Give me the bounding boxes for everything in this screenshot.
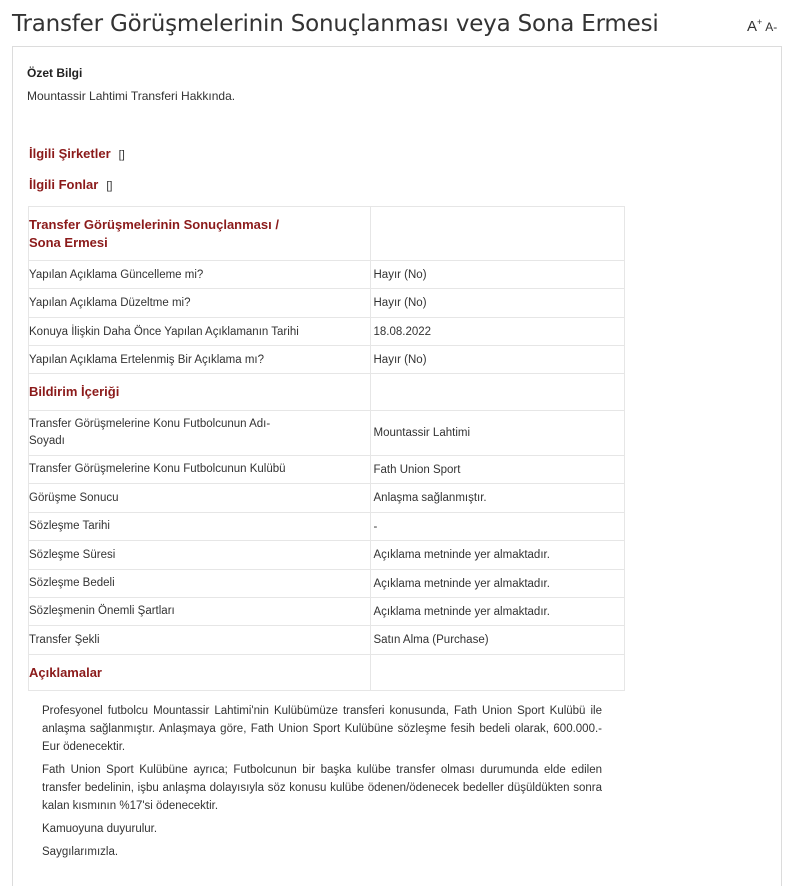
content-title: Bildirim İçeriği [29, 384, 120, 399]
section-header-row [29, 207, 625, 261]
related-companies-label: İlgili Şirketler [29, 146, 111, 161]
table-row [29, 289, 625, 318]
row-value: Mountassir Lahtimi [370, 411, 625, 456]
notes-title: Açıklamalar [29, 664, 102, 680]
table-row [29, 484, 625, 513]
notes-paragraph: Fath Union Sport Kulübüne ayrıca; Futbolcunun bir başka kulübe transfer olması durumunda elde edilen transfer bedelinin, işbu anlaşma dolayısıyla söz konusu kulübe ödenen/ödenecek bedeller düşüldükten sonra kalan kısmının %17'si ödenecektir. [42, 764, 602, 812]
content-header-row [29, 374, 625, 411]
row-value: - [370, 513, 625, 541]
notes-paragraph: Saygılarımızla. [42, 846, 119, 858]
table-row [29, 318, 625, 346]
row-label: Sözleşme Süresi [29, 541, 371, 570]
summary-text: Mountassir Lahtimi Transferi Hakkında. [27, 89, 236, 103]
table-row [29, 626, 625, 655]
row-label: Konuya İlişkin Daha Önce Yapılan Açıklamanın Tarihi [29, 318, 371, 346]
notes-paragraph: Kamuoyuna duyurulur. [42, 823, 158, 835]
table-row [29, 456, 625, 484]
row-label: Transfer Şekli [29, 626, 371, 655]
row-value: Açıklama metninde yer almaktadır. [370, 598, 625, 626]
row-value: Hayır (No) [370, 346, 625, 374]
row-value: Hayır (No) [370, 261, 625, 289]
notes-header-row [29, 655, 625, 691]
row-value: Satın Alma (Purchase) [370, 626, 625, 655]
related-funds-label: İlgili Fonlar [29, 177, 99, 192]
row-label: Yapılan Açıklama Düzeltme mi? [29, 289, 371, 318]
notes-text [42, 702, 602, 866]
row-label: Görüşme Sonucu [29, 484, 371, 513]
summary-title: Özet Bilgi [27, 66, 83, 80]
table-row [29, 570, 625, 598]
table-row [29, 541, 625, 570]
page-title: Transfer Görüşmelerinin Sonuçlanması veya Sona Ermesi [12, 11, 659, 37]
row-label: Yapılan Açıklama Ertelenmiş Bir Açıklama mı? [29, 346, 371, 374]
related-companies-value: [] [118, 149, 125, 161]
table-row [29, 411, 625, 456]
table-row [29, 513, 625, 541]
font-decrease-button[interactable]: A- [765, 20, 778, 34]
row-label: Sözleşme Tarihi [29, 513, 371, 541]
related-companies [29, 146, 125, 161]
row-label: Yapılan Açıklama Güncelleme mi? [29, 261, 371, 289]
row-value: Açıklama metninde yer almaktadır. [370, 570, 625, 598]
row-label: Sözleşme Bedeli [29, 570, 371, 598]
disclosure-table [28, 206, 625, 691]
table-row [29, 346, 625, 374]
row-value: Hayır (No) [370, 289, 625, 318]
section-title: Transfer Görüşmelerinin Sonuçlanması / Sona Ermesi [29, 216, 279, 250]
table-row [29, 261, 625, 289]
row-label: Sözleşmenin Önemli Şartları [29, 598, 371, 626]
font-increase-label: A [747, 18, 758, 35]
row-value: Anlaşma sağlanmıştır. [370, 484, 625, 513]
related-funds-value: [] [106, 180, 113, 192]
font-increase-sign: + [757, 17, 763, 27]
row-value: 18.08.2022 [370, 318, 625, 346]
font-increase-button[interactable] [747, 18, 762, 35]
row-value: Fath Union Sport [370, 456, 625, 484]
notes-paragraph: Profesyonel futbolcu Mountassir Lahtimi'nin Kulübümüze transferi konusunda, Fath Union Sport Kulübü ile anlaşma sağlanmıştır. Anlaşmaya göre, Fath Union Sport Kulübüne sözleşme fesih bedeli olarak, 600.000.-Eur ödenecektir. [42, 705, 602, 753]
row-value: Açıklama metninde yer almaktadır. [370, 541, 625, 570]
row-label: Transfer Görüşmelerine Konu Futbolcunun Kulübü [29, 456, 371, 484]
font-size-controls [747, 17, 777, 35]
row-label: Transfer Görüşmelerine Konu Futbolcunun Adı-Soyadı [29, 418, 271, 447]
related-funds [29, 177, 112, 192]
disclosure-card [12, 46, 782, 886]
table-row [29, 598, 625, 626]
